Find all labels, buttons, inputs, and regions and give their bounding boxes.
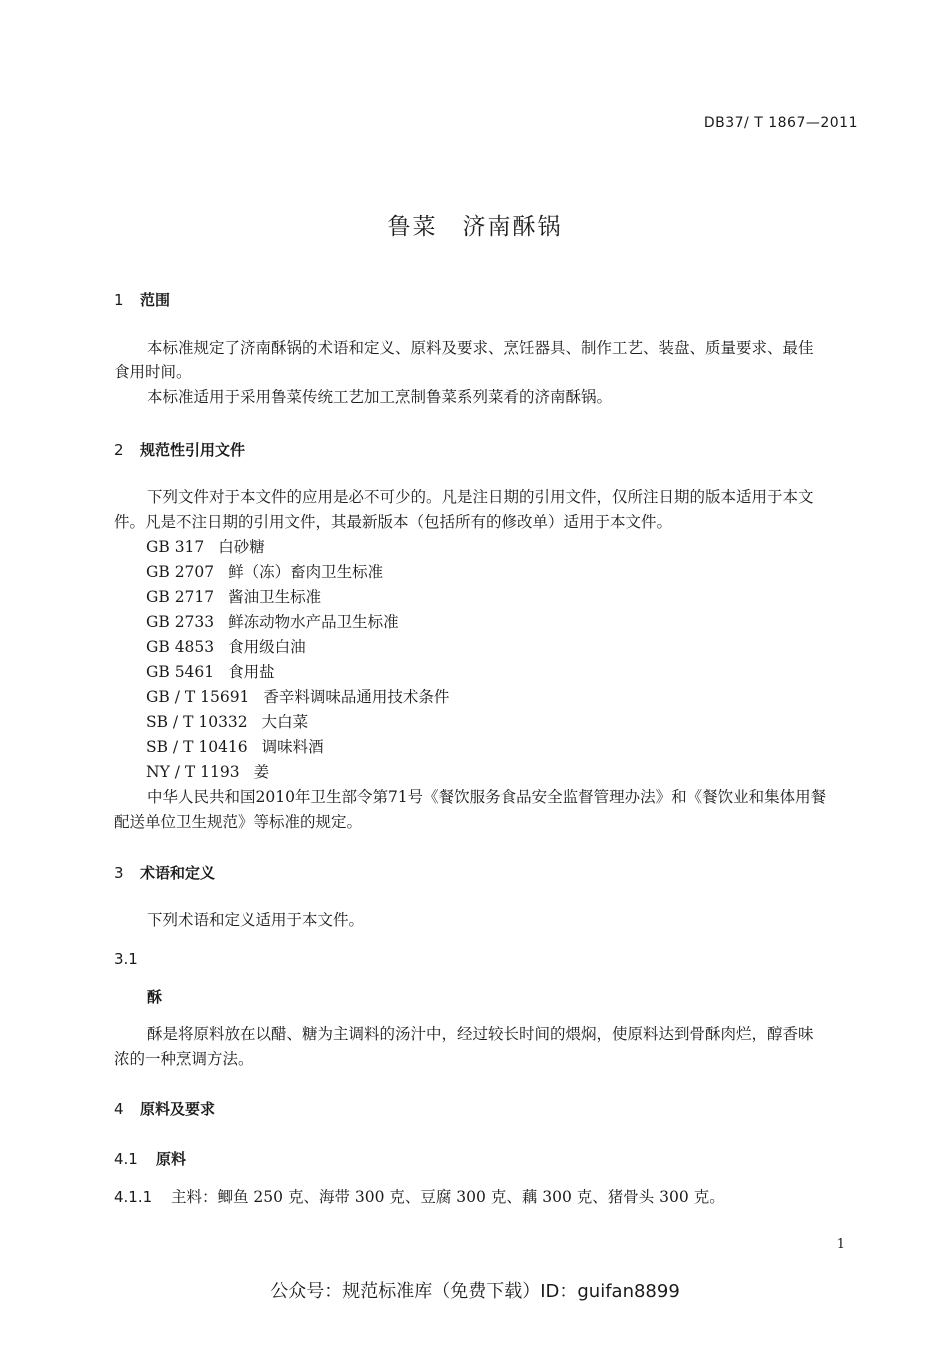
footer-watermark: 公众号：规范标准库（免费下载）ID：guifan8899 — [270, 1281, 680, 1302]
section-number: 4 — [114, 1100, 124, 1118]
reference-title: 食用盐 — [228, 663, 275, 681]
reference-item — [146, 660, 275, 682]
section-number: 1 — [114, 291, 124, 309]
reference-title: 白砂糖 — [218, 538, 265, 556]
reference-title: 姜 — [253, 763, 270, 781]
s2-closing-line2: 配送单位卫生规范》等标准的规定。 — [114, 813, 363, 831]
reference-code: GB 2733 — [146, 613, 215, 631]
reference-item — [146, 635, 306, 657]
section-title: 原料及要求 — [140, 1100, 216, 1118]
s1-para1-line1: 本标准规定了济南酥锅的术语和定义、原料及要求、烹饪器具、制作工艺、装盘、质量要求、最佳 — [147, 339, 814, 357]
s1-para2: 本标准适用于采用鲁菜传统工艺加工烹制鲁菜系列菜肴的济南酥锅。 — [147, 388, 613, 406]
reference-title: 调味料酒 — [261, 738, 324, 756]
reference-code: GB 317 — [146, 538, 205, 556]
reference-item — [146, 535, 265, 557]
subsection-4-1-heading — [114, 1148, 186, 1169]
reference-code: GB 2717 — [146, 588, 215, 606]
s2-closing-line1: 中华人民共和国2010年卫生部令第71号《餐饮服务食品安全监督管理办法》和《餐饮业和集体用餐 — [147, 788, 827, 806]
reference-code: GB 2707 — [146, 563, 215, 581]
reference-code: SB / T 10332 — [146, 713, 248, 731]
s3-definition-line1: 酥是将原料放在以醋、糖为主调料的汤汁中，经过较长时间的煨焖，使原料达到骨酥肉烂，醇香味 — [147, 1025, 814, 1043]
s2-para1-line2: 件。凡是不注日期的引用文件，其最新版本（包括所有的修改单）适用于本文件。 — [114, 513, 673, 531]
section-4-heading — [114, 1098, 215, 1119]
reference-item — [146, 760, 269, 782]
section-title: 术语和定义 — [140, 864, 216, 882]
reference-code: GB / T 15691 — [146, 688, 250, 706]
subsection-3-1-number: 3.1 — [114, 950, 138, 968]
reference-item — [146, 560, 383, 582]
reference-item — [146, 710, 308, 732]
reference-title: 鲜冻动物水产品卫生标准 — [228, 613, 399, 631]
section-title: 规范性引用文件 — [140, 441, 246, 459]
item-text: 主料：鲫鱼 250 克、海带 300 克、豆腐 300 克、藕 300 克、猪骨头 300 克。 — [171, 1188, 725, 1206]
reference-title: 食用级白油 — [228, 638, 306, 656]
item-number: 4.1.1 — [114, 1188, 153, 1206]
reference-item — [146, 585, 321, 607]
reference-title: 大白菜 — [261, 713, 309, 731]
document-title: 鲁菜 济南酥锅 — [387, 214, 563, 240]
s2-para1-line1: 下列文件对于本文件的应用是必不可少的。凡是注日期的引用文件，仅所注日期的版本适用于本文 — [147, 488, 814, 506]
s3-definition-line2: 浓的一种烹调方法。 — [114, 1050, 254, 1068]
standard-code: DB37/ T 1867—2011 — [703, 115, 858, 131]
subsection-title: 原料 — [156, 1150, 187, 1168]
section-2-heading — [114, 439, 245, 460]
item-4-1-1 — [114, 1185, 725, 1210]
section-number: 3 — [114, 864, 124, 882]
section-title: 范围 — [140, 291, 171, 309]
reference-item — [146, 610, 399, 632]
reference-code: GB 5461 — [146, 663, 215, 681]
subsection-number: 4.1 — [114, 1150, 138, 1168]
reference-item — [146, 735, 324, 757]
reference-title: 鲜（冻）畜肉卫生标准 — [228, 563, 384, 581]
reference-code: GB 4853 — [146, 638, 215, 656]
page-number: 1 — [836, 1237, 845, 1252]
section-number: 2 — [114, 441, 124, 459]
reference-title: 香辛料调味品通用技术条件 — [263, 688, 450, 706]
reference-item — [146, 685, 449, 707]
term-heading: 酥 — [147, 988, 163, 1006]
s3-para1: 下列术语和定义适用于本文件。 — [147, 911, 365, 929]
section-3-heading — [114, 862, 215, 883]
reference-code: SB / T 10416 — [146, 738, 248, 756]
reference-code: NY / T 1193 — [146, 763, 240, 781]
s1-para1-line2: 食用时间。 — [114, 363, 192, 381]
section-1-heading — [114, 289, 170, 310]
reference-title: 酱油卫生标准 — [228, 588, 322, 606]
